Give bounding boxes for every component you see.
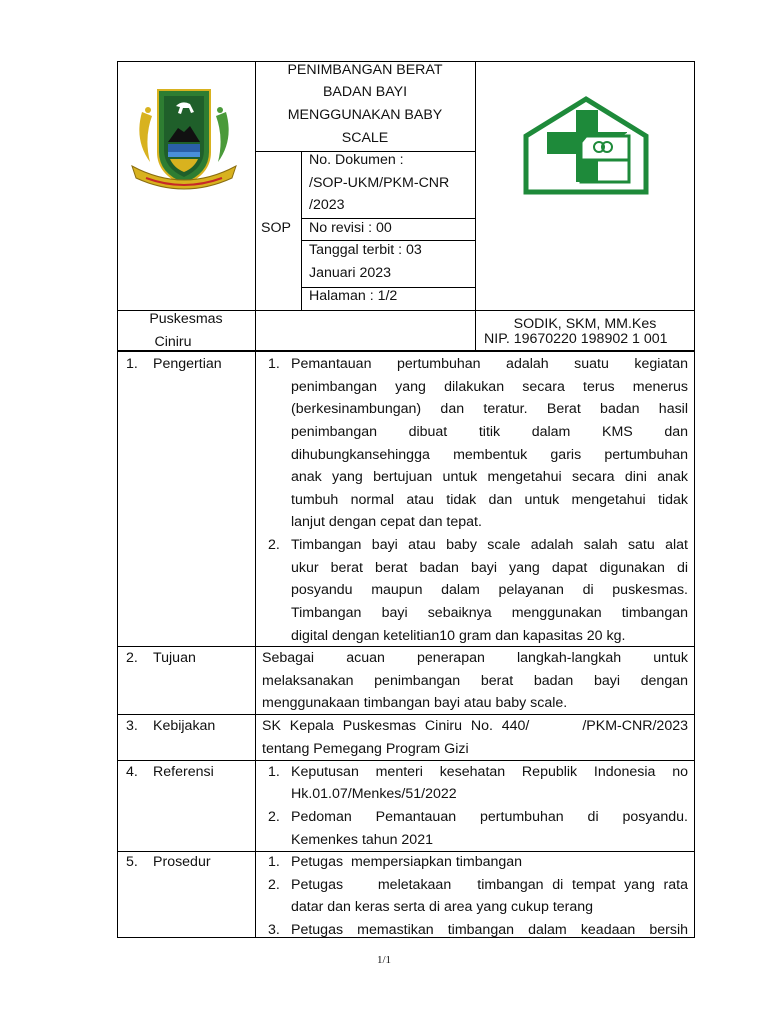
- issue-date: Tanggal terbit : 03: [309, 242, 422, 258]
- list-item-line: Hk.01.07/Menkes/51/2022: [291, 786, 457, 802]
- signer-nip: NIP. 19670220 198902 1 001: [484, 331, 668, 347]
- section-number: 5.: [126, 854, 138, 870]
- section-number: 4.: [126, 764, 138, 780]
- list-item-line: Pedoman Pemantauan pertumbuhan di posyandu.: [291, 809, 688, 825]
- list-item-line: Petugas meletakaan timbangan di tempat yang rata: [291, 877, 688, 893]
- list-item-line: anak yang bertujuan untuk mengetahui secara dini anak: [291, 469, 688, 485]
- puskesmas-logo: [523, 96, 649, 198]
- sop-title-line: BADAN BAYI: [322, 84, 408, 100]
- page-indicator: 1/1: [376, 954, 392, 966]
- document-number: No. Dokumen :: [309, 152, 404, 168]
- list-marker: 2.: [268, 809, 280, 825]
- divider: [255, 351, 256, 938]
- paragraph-line: SK Kepala Puskesmas Ciniru No. 440/ /PKM-CNR/2023: [262, 718, 688, 734]
- sop-title-line: MENGGUNAKAN BABY: [287, 107, 443, 123]
- list-item-line: posyandu maupun dalam pelayanan di puskesmas.: [291, 582, 688, 598]
- list-item-line: Petugas memastikan timbangan dalam keadaan bersih: [291, 922, 688, 938]
- paragraph-line: Sebagai acuan penerapan langkah-langkah untuk: [262, 650, 688, 666]
- list-item-line: Pemantauan pertumbuhan adalah suatu kegiatan: [291, 356, 688, 372]
- regency-emblem-logo: [128, 82, 240, 200]
- list-marker: 2.: [268, 877, 280, 893]
- list-item-line: Timbangan bayi atau baby scale adalah salah satu alat: [291, 537, 688, 553]
- list-marker: 1.: [268, 356, 280, 372]
- list-item-line: lanjut dengan cepat dan tepat.: [291, 514, 482, 530]
- page-count: Halaman : 1/2: [309, 288, 398, 304]
- paragraph-line: melaksanakan penimbangan berat badan bayi dengan: [262, 673, 688, 689]
- list-item-line: penimbangan dibuat titik dalam KMS dan: [291, 424, 688, 440]
- section-label: Referensi: [153, 764, 214, 780]
- list-item-line: dihubungkansehingga membentuk garis pertumbuhan: [291, 447, 688, 463]
- list-marker: 1.: [268, 764, 280, 780]
- list-item-line: ukur berat berat badan bayi yang dapat digunakan di: [291, 560, 688, 576]
- section-label: Pengertian: [153, 356, 222, 372]
- list-item-line: Timbangan bayi sebaiknya menggunakan timbangan: [291, 605, 688, 621]
- section-number: 3.: [126, 718, 138, 734]
- list-item-line: (berkesinambungan) dan teratur. Berat badan hasil: [291, 401, 688, 417]
- list-item-line: Keputusan menteri kesehatan Republik Indonesia no: [291, 764, 688, 780]
- list-item-line: datar dan keras serta di area yang cukup terang: [291, 899, 594, 915]
- list-marker: 2.: [268, 537, 280, 553]
- divider: [475, 61, 476, 351]
- puskesmas-name: Ciniru: [154, 334, 192, 350]
- sop-label: SOP: [261, 220, 291, 236]
- section-label: Tujuan: [153, 650, 196, 666]
- document-number: /SOP-UKM/PKM-CNR: [309, 175, 450, 191]
- sop-title-line: SCALE: [341, 130, 389, 146]
- list-marker: 3.: [268, 922, 280, 938]
- list-item-line: tumbuh normal atau tidak dan untuk mengetahui tidak: [291, 492, 688, 508]
- document-number: /2023: [309, 197, 345, 213]
- list-marker: 1.: [268, 854, 280, 870]
- list-item-line: penimbangan yang dilakukan secara terus menerus: [291, 379, 688, 395]
- sop-title-line: PENIMBANGAN BERAT: [287, 62, 443, 78]
- revision-number: No revisi : 00: [309, 220, 392, 236]
- section-label: Kebijakan: [153, 718, 216, 734]
- issue-date: Januari 2023: [309, 265, 392, 281]
- list-item-line: Petugas mempersiapkan timbangan: [291, 854, 523, 870]
- list-item-line: Kemenkes tahun 2021: [291, 832, 433, 848]
- section-number: 2.: [126, 650, 138, 666]
- signer-name: SODIK, SKM, MM.Kes: [513, 316, 657, 332]
- paragraph-line: tentang Pemegang Program Gizi: [262, 741, 469, 757]
- section-number: 1.: [126, 356, 138, 372]
- list-item-line: digital dengan ketelitian10 gram dan kapasitas 20 kg.: [291, 628, 626, 644]
- section-label: Prosedur: [153, 854, 211, 870]
- paragraph-line: menggunakaan timbangan bayi atau baby scale.: [262, 695, 568, 711]
- puskesmas-name: Puskesmas: [149, 311, 223, 327]
